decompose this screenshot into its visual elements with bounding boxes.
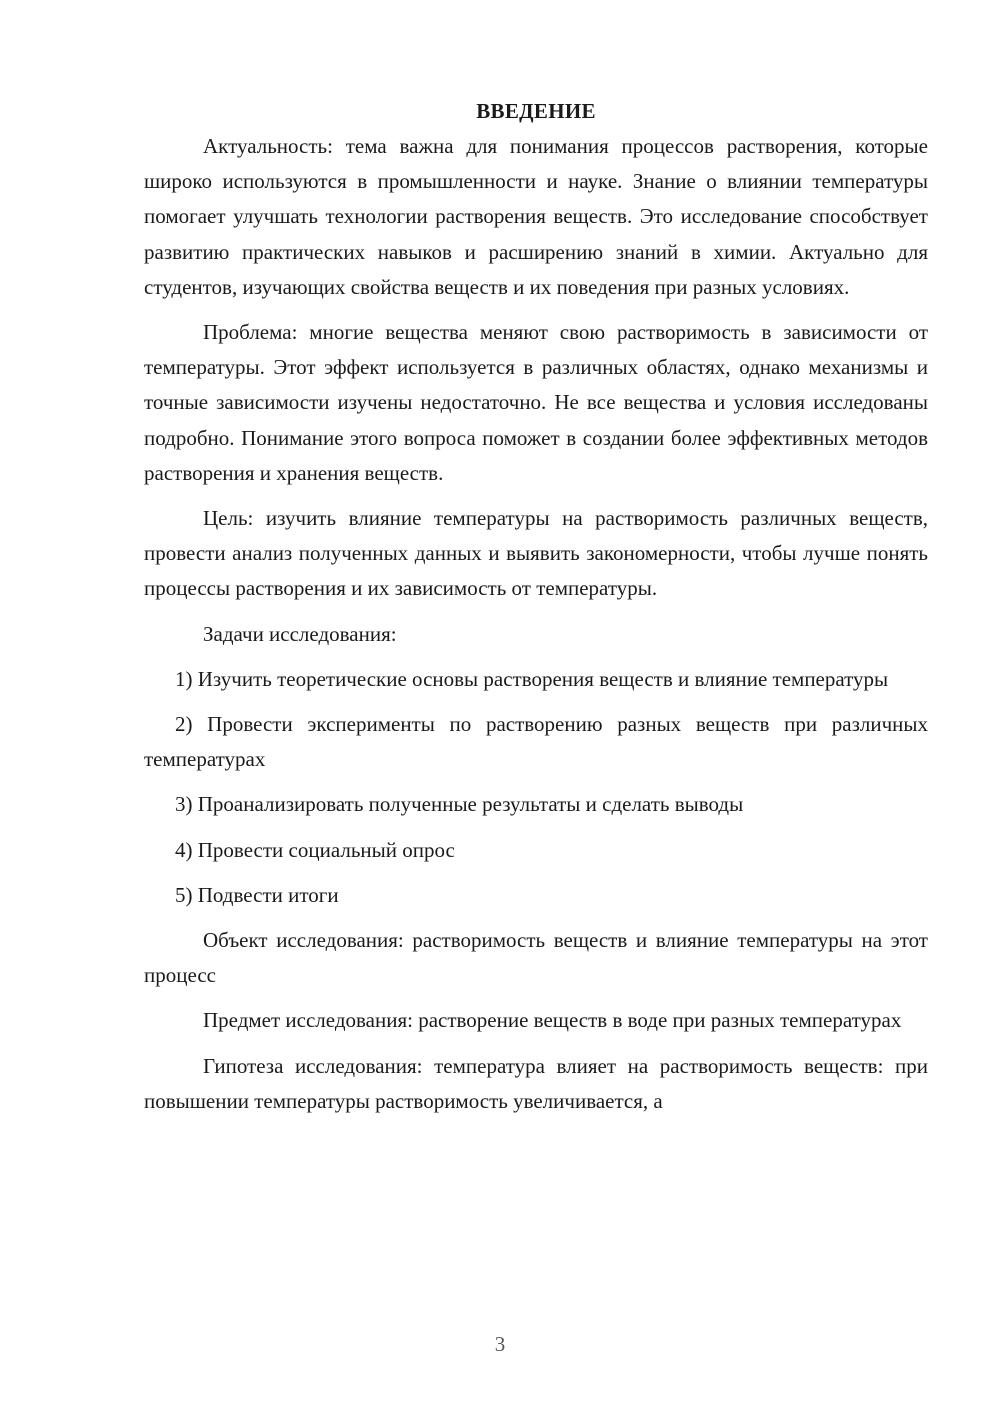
goal-paragraph: Цель: изучить влияние температуры на растворимость различных веществ, провести анализ полученных данных и выявить закономерности, чтобы лучше понять процессы растворения и их зависимость от температуры. [144,506,928,601]
problem-paragraph: Проблема: многие вещества меняют свою растворимость в зависимости от температуры. Этот эффект используется в различных областях, однако механизмы и точные зависимости изучены недостаточно. Не все вещества и условия исследованы подробно. Понимание этого вопроса поможет в создании более эффективных методов растворения и хранения веществ. [144,320,928,485]
task-item: 1) Изучить теоретические основы растворения веществ и влияние температуры [175,666,889,691]
page-number: 3 [494,1332,506,1356]
hypothesis-paragraph: Гипотеза исследования: температура влияет на растворимость веществ: при повышении температуры растворимость увеличивается, а [144,1053,928,1113]
relevance-paragraph: Актуальность: тема важна для понимания процессов растворения, которые широко используются в промышленности и науке. Знание о влиянии температуры помогает улучшать технологии растворения веществ. Это исследование способствует развитию практических навыков и расширению знаний в химии. Актуально для студентов, изучающих свойства веществ и их поведения при разных условиях. [144,134,928,299]
task-item: 3) Проанализировать полученные результаты и сделать выводы [175,792,744,817]
subject-paragraph: Предмет исследования: растворение веществ в воде при разных температурах [203,1008,902,1033]
task-item: 4) Провести социальный опрос [175,837,455,862]
object-paragraph: Объект исследования: растворимость веществ и влияние температуры на этот процесс [144,928,928,988]
page-content [144,94,928,1129]
task-item: 2) Провести эксперименты по растворению разных веществ при различных температурах [144,712,928,772]
tasks-label: Задачи исследования: [203,621,397,646]
task-item: 5) Подвести итоги [175,882,339,907]
section-heading: ВВЕДЕНИЕ [476,99,596,123]
